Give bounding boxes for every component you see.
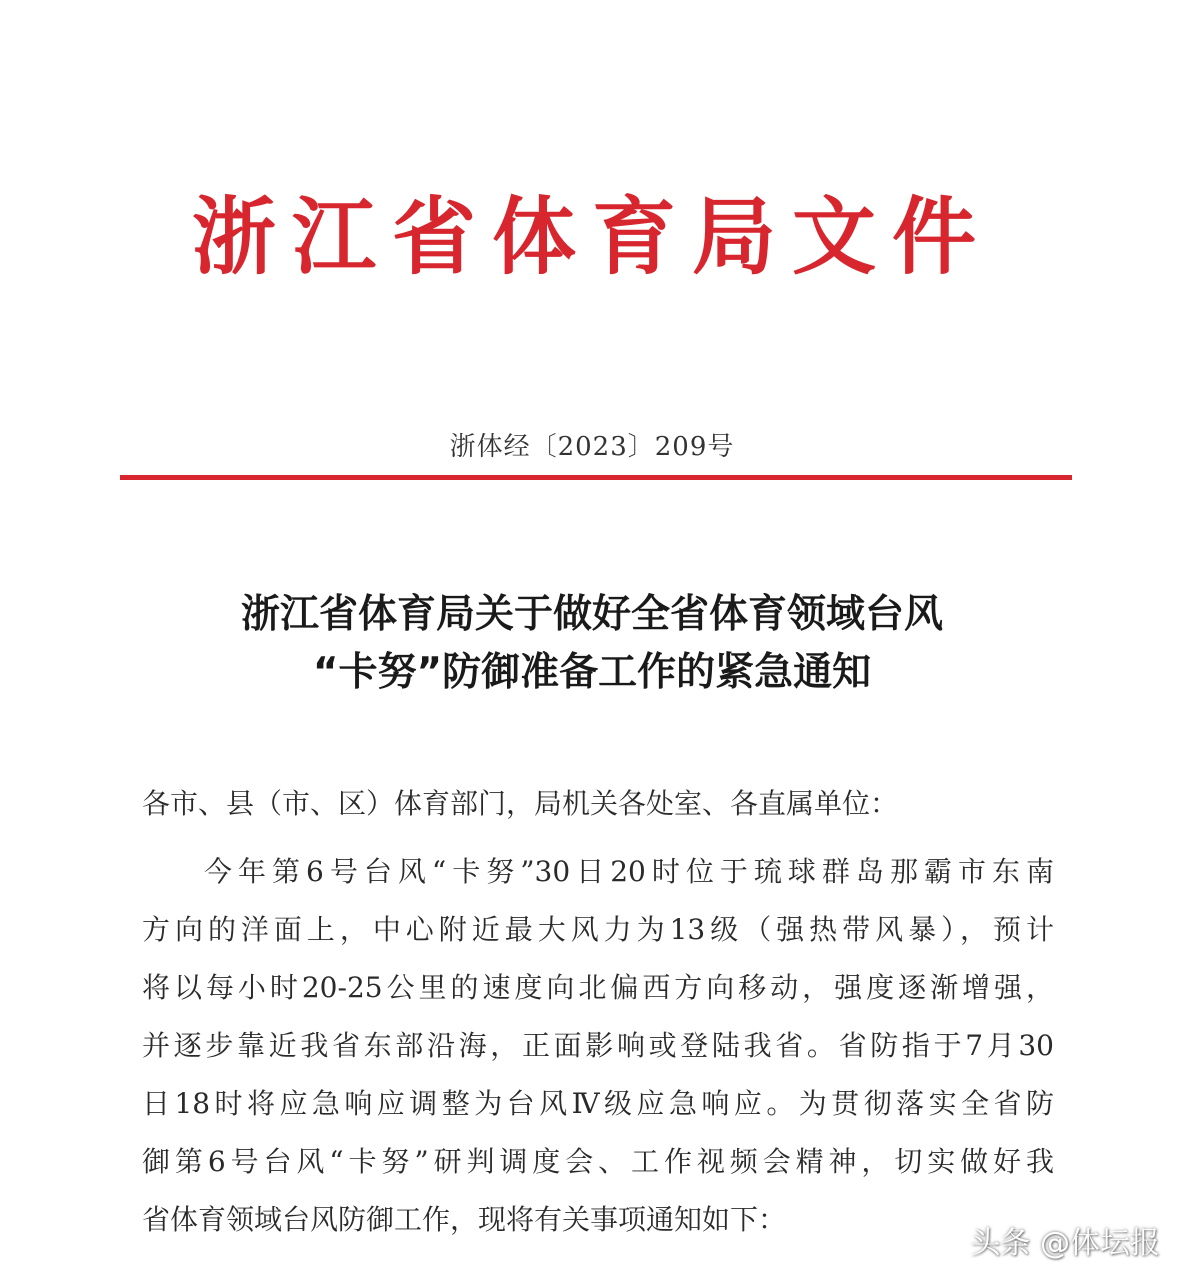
body-line-2: 方向的洋面上，中心附近最大风力为13级（强热带风暴），预计 <box>142 913 1054 946</box>
document-title-line-1: 浙江省体育局关于做好全省体育领域台风 <box>240 592 943 637</box>
red-divider-line <box>120 475 1072 480</box>
body-line-5: 日18时将应急响应调整为台风Ⅳ级应急响应。为贯彻落实全省防 <box>142 1087 1054 1120</box>
source-watermark: 头条 @体坛报 <box>970 1226 1160 1261</box>
body-line-1: 今年第6号台风“卡努”30日20时位于琉球群岛那霸市东南 <box>204 855 1054 888</box>
body-line-3: 将以每小时20-25公里的速度向北偏西方向移动，强度逐渐增强， <box>142 971 1054 1004</box>
document-title-line-2: “卡努”防御准备工作的紧急通知 <box>312 650 872 695</box>
body-line-6: 御第6号台风“卡努”研判调度会、工作视频会精神，切实做好我 <box>142 1145 1054 1178</box>
body-line-4: 并逐步靠近我省东部沿海，正面影响或登陆我省。省防指于7月30 <box>142 1029 1054 1062</box>
document-number: 浙体经〔2023〕209号 <box>449 432 735 462</box>
addressee-line: 各市、县（市、区）体育部门，局机关各处室、各直属单位： <box>142 787 899 820</box>
issuing-authority-header: 浙江省体育局文件 <box>191 188 992 286</box>
document-title <box>0 586 1184 702</box>
body-line-7: 省体育领域台风防御工作，现将有关事项通知如下： <box>142 1203 787 1236</box>
body-paragraph <box>142 848 1054 1254</box>
